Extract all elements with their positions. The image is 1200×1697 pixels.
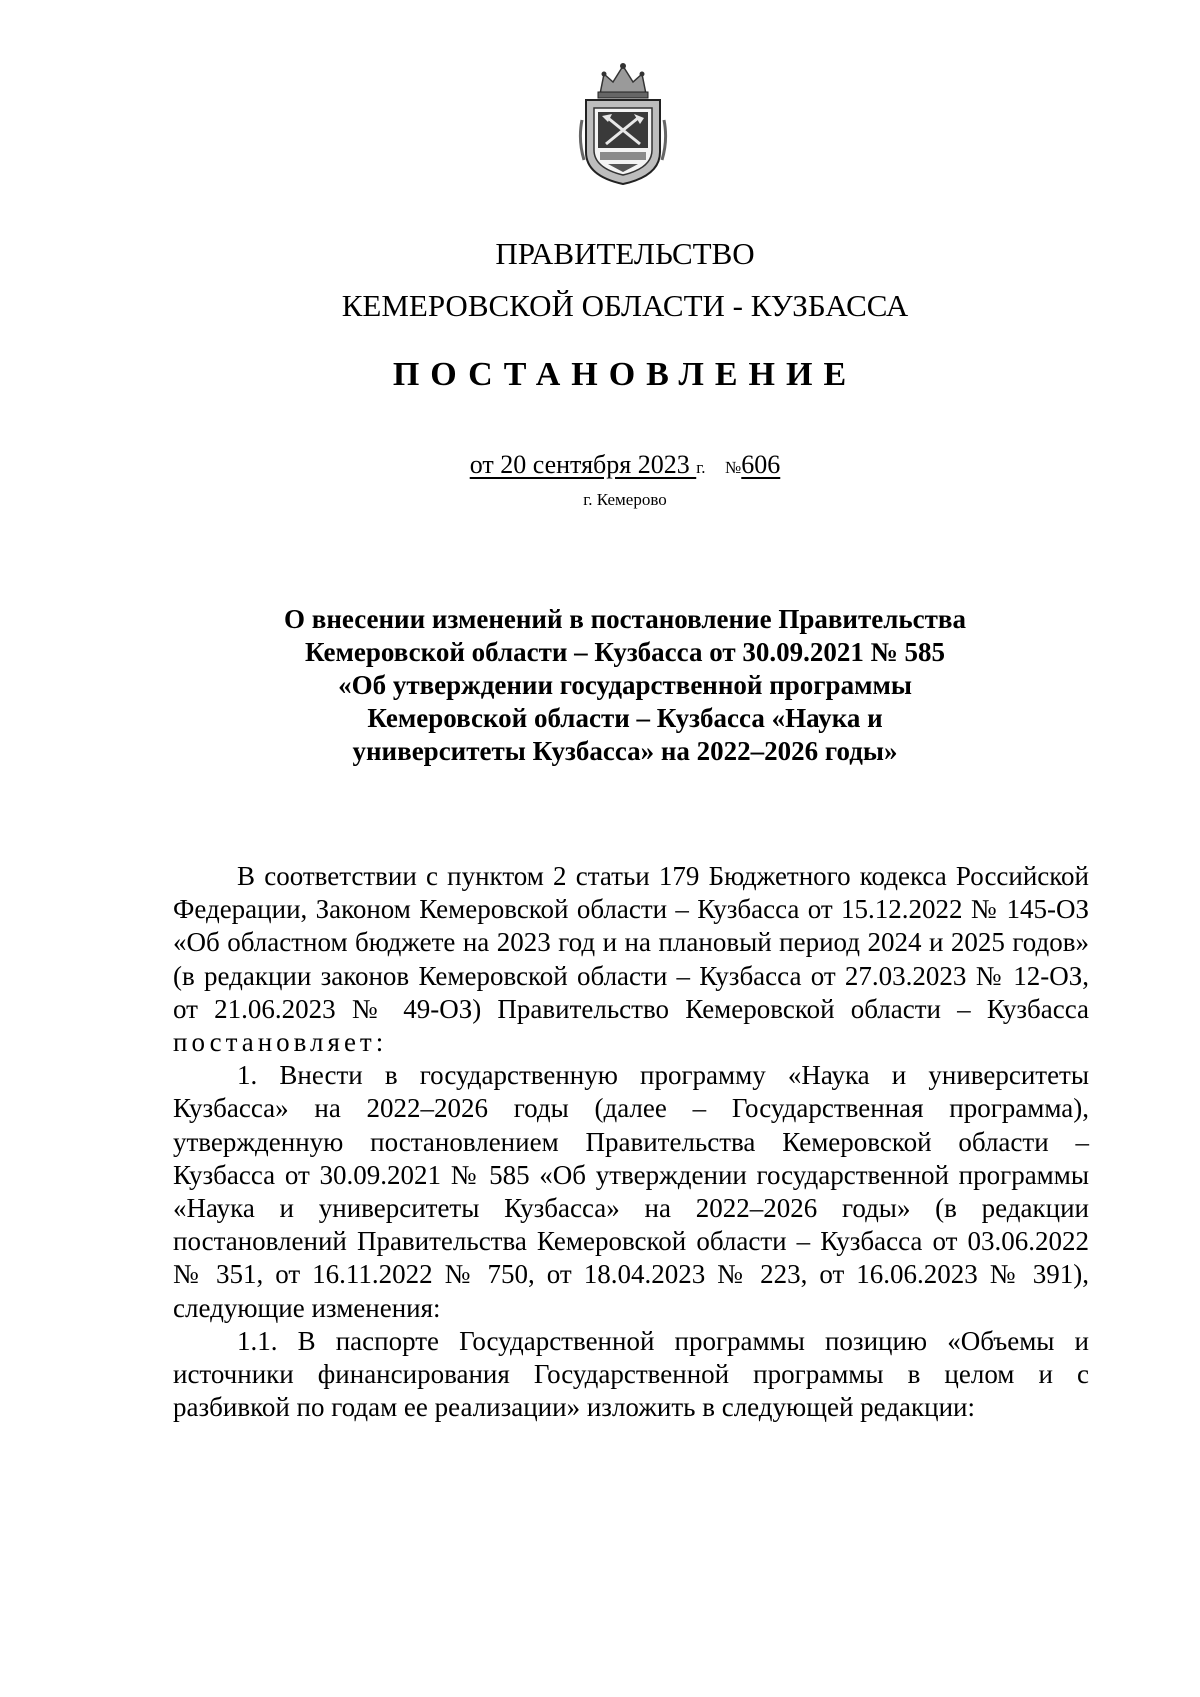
date-number-line	[0, 450, 1200, 480]
number-sign: №	[725, 458, 742, 477]
city-name: г. Кемерово	[583, 490, 667, 509]
government-name-line1: ПРАВИТЕЛЬСТВО	[495, 236, 755, 271]
coat-of-arms-kemerovo-icon	[578, 60, 668, 188]
preamble-text: В соответствии с пунктом 2 статьи 179 Бюджетного кодекса Российской Федерации, Законом Кемеровской области – Кузбасса от 15.12.2022 № 145-ОЗ «Об областном бюджете на 2023 год и на плановый период 2024 и 2025 годов» (в редакции законов Кемеровской области – Кузбасса от 27.03.2023 № 12-ОЗ, от 21.06.2023 № 49-ОЗ) Правительство Кемеровской области – Кузбасса	[173, 861, 1089, 1024]
document-type-heading: ПОСТАНОВЛЕНИЕ	[392, 356, 858, 393]
document-body	[173, 860, 1089, 1424]
document-number: 606	[741, 450, 781, 479]
year-suffix: г.	[696, 458, 706, 477]
preamble-colon: :	[375, 1027, 384, 1058]
subject-line: университеты Кузбасса» на 2022–2026 годы»	[352, 736, 898, 766]
body-paragraph-preamble	[173, 860, 1089, 1059]
government-title	[0, 228, 1200, 332]
subject-line: «Об утверждении государственной программы	[338, 670, 912, 700]
body-paragraph-item-1: 1. Внести в государственную программу «Наука и университеты Кузбасса» на 2022–2026 годы (далее – Государственная программа), утвержденную постановлением Правительства Кемеровской области – Кузбасса от 30.09.2021 № 585 «Об утверждении государственной программы «Наука и университеты Кузбасса» на 2022–2026 годы» (в редакции постановлений Правительства Кемеровской области – Кузбасса от 03.06.2022 № 351, от 16.11.2022 № 750, от 18.04.2023 № 223, от 16.06.2023 № 391), следующие изменения:	[173, 1060, 1089, 1323]
document-date: от 20 сентября 2023	[469, 450, 697, 479]
subject-line: Кемеровской области – Кузбасса «Наука и	[367, 703, 883, 733]
government-name-line2: КЕМЕРОВСКОЙ ОБЛАСТИ - КУЗБАССА	[341, 288, 909, 323]
subject-line: О внесении изменений в постановление Правительства	[284, 604, 966, 634]
subject-line: Кемеровской области – Кузбасса от 30.09.2021 № 585	[304, 637, 946, 667]
body-paragraph-item-1-1: 1.1. В паспорте Государственной программы позицию «Объемы и источники финансирования Государственной программы в целом и с разбивкой по годам ее реализации» изложить в следующей редакции:	[173, 1325, 1089, 1423]
document-subject	[0, 603, 1200, 768]
resolves-word: постановляет	[173, 1027, 376, 1058]
